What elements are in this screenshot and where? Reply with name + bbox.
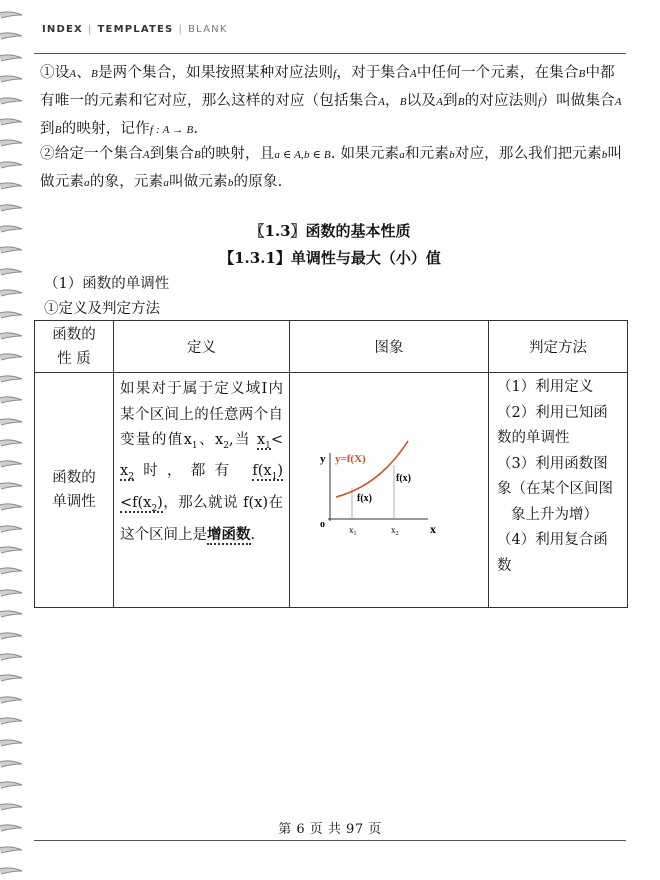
mapping-definition-paragraph: ①设A、B是两个集合，如果按照某种对应法则f，对于集合A中任何一个元素，在集合B中都有唯一的元素和它对应，那么这样的对应（包括集合A，B以及A到B的对应法则f）叫做集合A到B的映射，记作f : A → B. [40,65,622,137]
monotonicity-table [34,320,628,608]
definition-cell: 如果对于属于定义域I内某个区间上的任意两个自变量的值$x_1$、$x_2$,当 $x_1< x_2$时，都有 $f(x_1)<f(x_2)$，那么就说 f(x)在这个区间上是增函数. [114,373,290,608]
header-method: 判定方法 [489,321,628,373]
binding-ring [0,588,24,598]
binding-ring [0,395,24,405]
binding-ring [0,502,24,512]
footer-divider [34,840,626,841]
binding-ring [0,438,24,448]
binding-ring [0,181,24,191]
binding-ring [0,288,24,298]
binding-ring [0,652,24,662]
header-graph: 图象 [290,321,489,373]
header-definition: 定义 [114,321,290,373]
page-number: 第 6 页 共 97 页 [278,822,382,837]
binding-ring [0,780,24,790]
binding-ring [0,138,24,148]
increasing-function-graph [290,373,488,607]
binding-ring [0,10,24,20]
curve-label: y=f(X) [335,453,366,465]
binding-ring [0,866,24,876]
breadcrumb-index[interactable]: INDEX [42,24,83,35]
binding-ring [0,160,24,170]
binding-ring [0,96,24,106]
spiral-binding [0,0,30,880]
binding-ring [0,374,24,384]
origin-label: o [320,519,325,530]
binding-ring [0,631,24,641]
binding-ring [0,716,24,726]
method-graph: （3）利用函数图象（在某个区间图 [497,455,613,497]
method-definition: （1）利用定义 [497,379,594,395]
function-curve [336,441,408,497]
binding-ring [0,352,24,362]
binding-ring [0,566,24,576]
row-label-monotonicity: 函数的 单调性 [35,373,114,608]
binding-ring [0,417,24,427]
binding-ring [0,53,24,63]
binding-ring [0,31,24,41]
subsection-title: 【1.3.1】单调性与最大（小）值 [219,249,441,267]
binding-ring [0,459,24,469]
method-graph-note: 象上升为增） [511,506,598,523]
method-known-function: （2）利用已知函数的单调性 [497,404,608,446]
binding-ring [0,545,24,555]
x-axis-label: x [430,522,436,536]
binding-ring [0,738,24,748]
binding-ring [0,673,24,683]
binding-ring [0,481,24,491]
y-axis-label: y [320,453,326,465]
fx2-label: f(x) [396,473,411,484]
binding-ring [0,802,24,812]
binding-ring [0,845,24,855]
binding-ring [0,74,24,84]
x2-label: $x_2$ [391,525,399,537]
binding-ring [0,267,24,277]
header-divider [34,53,626,54]
breadcrumb: INDEX | TEMPLATES | BLANK [42,24,228,35]
section-title: 〖1.3〗函数的基本性质 [249,222,411,240]
graph-cell [290,373,489,608]
topic-heading: （1）函数的单调性 [44,276,170,292]
fx1-label: f(x) [357,493,372,504]
binding-ring [0,695,24,705]
topic-subheading: ①定义及判定方法 [44,301,160,317]
header-property: 函数的 性 质 [35,321,114,373]
x1-label: $x_1$ [349,525,357,537]
method-composite: （4）利用复合函数 [497,532,608,574]
breadcrumb-blank[interactable]: BLANK [188,24,228,35]
binding-ring [0,759,24,769]
binding-ring [0,331,24,341]
image-preimage-paragraph: ②给定一个集合A到集合B的映射，且a ∈ A,b ∈ B. 如果元素a和元素b对应，那么我们把元素b叫做元素a的象，元素a叫做元素b的原象. [40,146,623,190]
binding-ring [0,117,24,127]
binding-ring [0,203,24,213]
method-cell [489,373,628,608]
binding-ring [0,609,24,619]
breadcrumb-templates[interactable]: TEMPLATES [97,24,174,35]
binding-ring [0,310,24,320]
binding-ring [0,524,24,534]
